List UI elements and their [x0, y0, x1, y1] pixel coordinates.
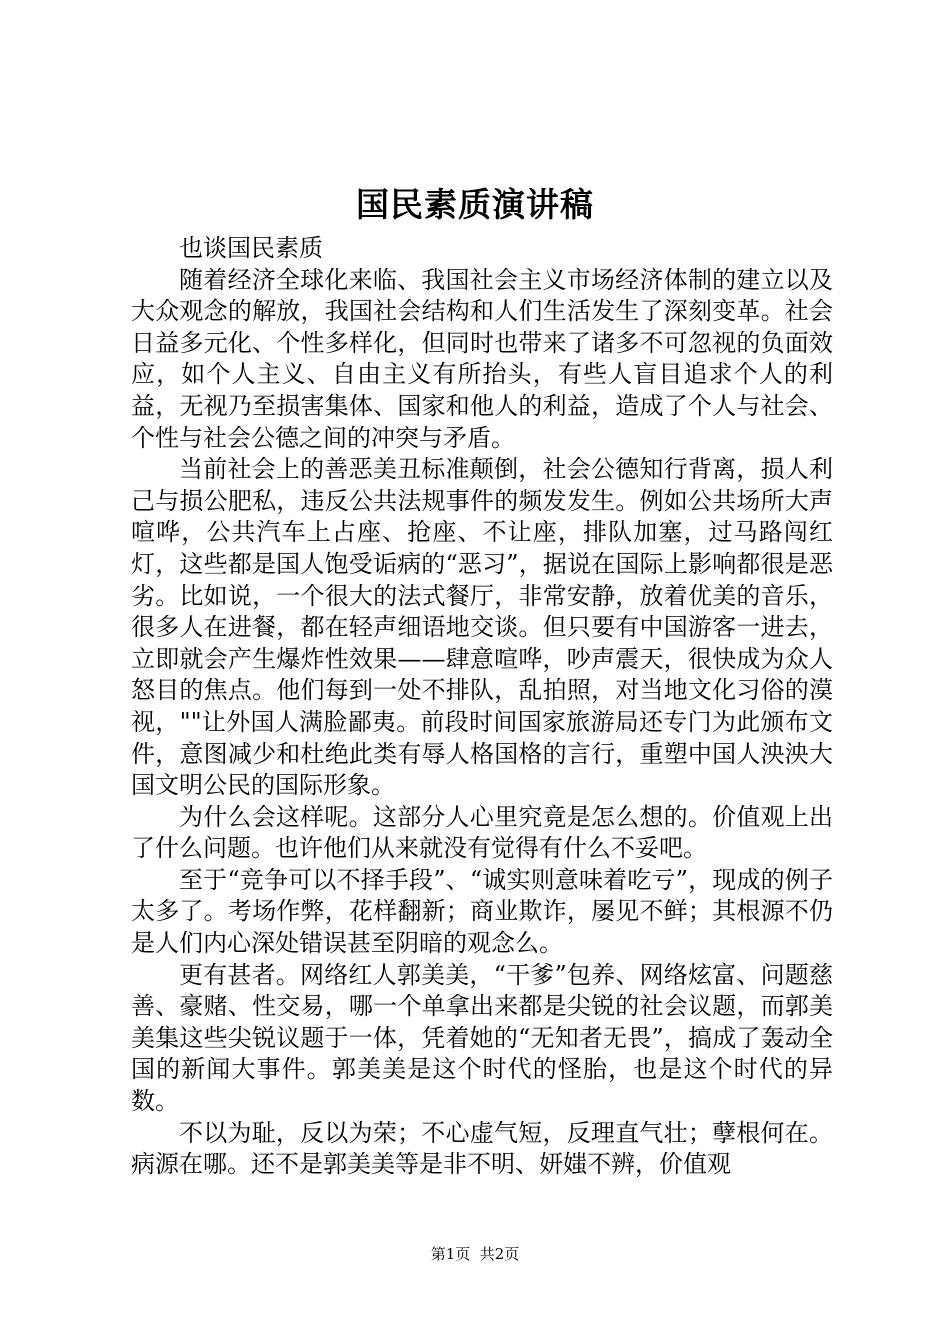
page-footer	[0, 1244, 950, 1264]
paragraph: 随着经济全球化来临、我国社会主义市场经济体制的建立以及大众观念的解放，我国社会结构和人们生活发生了深刻变革。社会日益多元化、个性多样化，但同时也带来了诸多不可忽视的负面效应，如个人主义、自由主义有所抬头，有些人盲目追求个人的利益，无视乃至损害集体、国家和他人的利益，造成了个人与社会、个性与社会公德之间的冲突与矛盾。	[131, 265, 833, 452]
paragraph: 至于“竞争可以不择手段”、“诚实则意味着吃亏”，现成的例子太多了。考场作弊，花样翻新；商业欺诈，屡见不鲜；其根源不仍是人们内心深处错误甚至阴暗的观念么。	[131, 865, 833, 958]
paragraph: 更有甚者。网络红人郭美美，“干爹”包养、网络炫富、问题慈善、豪赌、性交易，哪一个单拿出来都是尖锐的社会议题，而郭美美集这些尖锐议题于一体，凭着她的“无知者无畏”，搞成了轰动全国的新闻大事件。郭美美是这个时代的怪胎，也是这个时代的异数。	[131, 960, 833, 1116]
paragraph: 不以为耻，反以为荣；不心虚气短，反理直气壮；孽根何在。病源在哪。还不是郭美美等是非不明、妍媸不辨，价值观	[131, 1118, 833, 1179]
paragraph-subtitle: 也谈国民素质	[179, 234, 323, 262]
page-number: 第1页 共2页	[430, 1245, 520, 1263]
paragraph: 为什么会这样呢。这部分人心里究竟是怎么想的。价值观上出了什么问题。也许他们从来就没有觉得有什么不妥吧。	[131, 802, 833, 863]
document-title: 国民素质演讲稿	[356, 185, 594, 224]
paragraph: 当前社会上的善恶美丑标准颠倒，社会公德知行背离，损人利己与损公肥私，违反公共法规事件的频发发生。例如公共场所大声喧哗，公共汽车上占座、抢座、不让座，排队加塞，过马路闯红灯，这些都是国人饱受诟病的“恶习”，据说在国际上影响都很是恶劣。比如说，一个很大的法式餐厅，非常安静，放着优美的音乐，很多人在进餐，都在轻声细语地交谈。但只要有中国游客一进去，立即就会产生爆炸性效果——肆意喧哗，吵声震天，很快成为众人怒目的焦点。他们每到一处不排队，乱拍照，对当地文化习俗的漠视，""让外国人满脸鄙夷。前段时间国家旅游局还专门为此颁布文件，意图减少和杜绝此类有辱人格国格的言行，重塑中国人泱泱大国文明公民的国际形象。	[131, 455, 833, 800]
document-body	[131, 233, 833, 1181]
